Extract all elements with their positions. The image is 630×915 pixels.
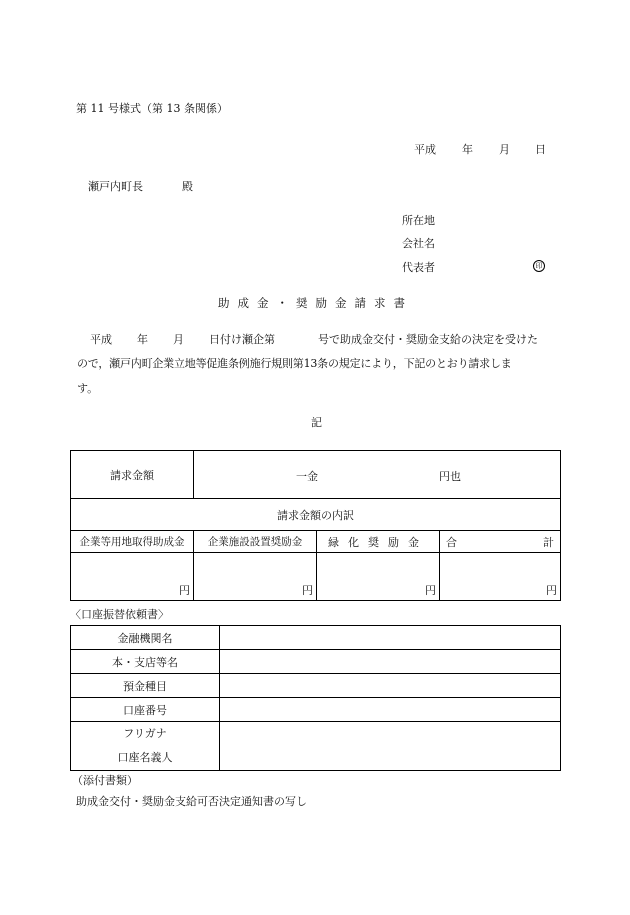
claim-amount-value: 一金 円也 bbox=[194, 451, 561, 499]
document-title: 助成金・奨励金請求書 bbox=[218, 296, 413, 310]
amount-cell-total: 円 bbox=[440, 553, 561, 601]
account-holder-label bbox=[71, 722, 220, 771]
deposit-type-label: 預金種目 bbox=[71, 674, 220, 698]
applicant-representative-label: 代表者 bbox=[402, 261, 435, 274]
bank-table bbox=[70, 625, 561, 771]
attachments-item: 助成金交付・奨励金支給可否決定通知書の写し bbox=[76, 795, 307, 808]
attachments-heading: （添付書類） bbox=[72, 774, 138, 787]
col-land-subsidy: 企業等用地取得助成金 bbox=[71, 531, 194, 553]
claim-table bbox=[70, 450, 561, 601]
amount-cell-facility: 円 bbox=[194, 553, 317, 601]
branch-value bbox=[220, 650, 561, 674]
addressee-honorific: 殿 bbox=[182, 180, 193, 193]
amount-cell-greening: 円 bbox=[317, 553, 440, 601]
account-number-label: 口座番号 bbox=[71, 698, 220, 722]
col-total-char: 計 bbox=[543, 535, 554, 549]
date-day: 日 bbox=[535, 143, 546, 156]
holder-label: 口座名義人 bbox=[117, 751, 173, 764]
date-month: 月 bbox=[499, 143, 510, 156]
branch-label: 本・支店等名 bbox=[71, 650, 220, 674]
bank-heading: 〈口座振替依頼書〉 bbox=[70, 608, 169, 621]
col-total-char: 合 bbox=[446, 535, 457, 549]
note-heading: 記 bbox=[311, 416, 322, 429]
addressee-name: 瀬戸内町長 bbox=[88, 180, 143, 193]
bank-name-value bbox=[220, 626, 561, 650]
form-number: 第 11 号様式（第 13 条関係） bbox=[76, 102, 228, 115]
applicant-address-label: 所在地 bbox=[402, 214, 435, 227]
account-holder-value bbox=[220, 722, 561, 771]
seal-icon: 印 bbox=[533, 260, 545, 272]
applicant-company-label: 会社名 bbox=[402, 237, 435, 250]
account-number-value bbox=[220, 698, 561, 722]
claim-amount-label: 請求金額 bbox=[71, 451, 194, 499]
bank-name-label: 金融機関名 bbox=[71, 626, 220, 650]
amount-cell-land: 円 bbox=[71, 553, 194, 601]
col-total bbox=[440, 531, 561, 553]
date-era: 平成 bbox=[414, 143, 436, 156]
date-year: 年 bbox=[462, 143, 473, 156]
col-greening-incentive: 緑化奨励金 bbox=[317, 531, 440, 553]
breakdown-label: 請求金額の内訳 bbox=[71, 499, 561, 531]
furigana-label: フリガナ bbox=[123, 727, 167, 740]
deposit-type-value bbox=[220, 674, 561, 698]
col-facility-incentive: 企業施設設置奨励金 bbox=[194, 531, 317, 553]
